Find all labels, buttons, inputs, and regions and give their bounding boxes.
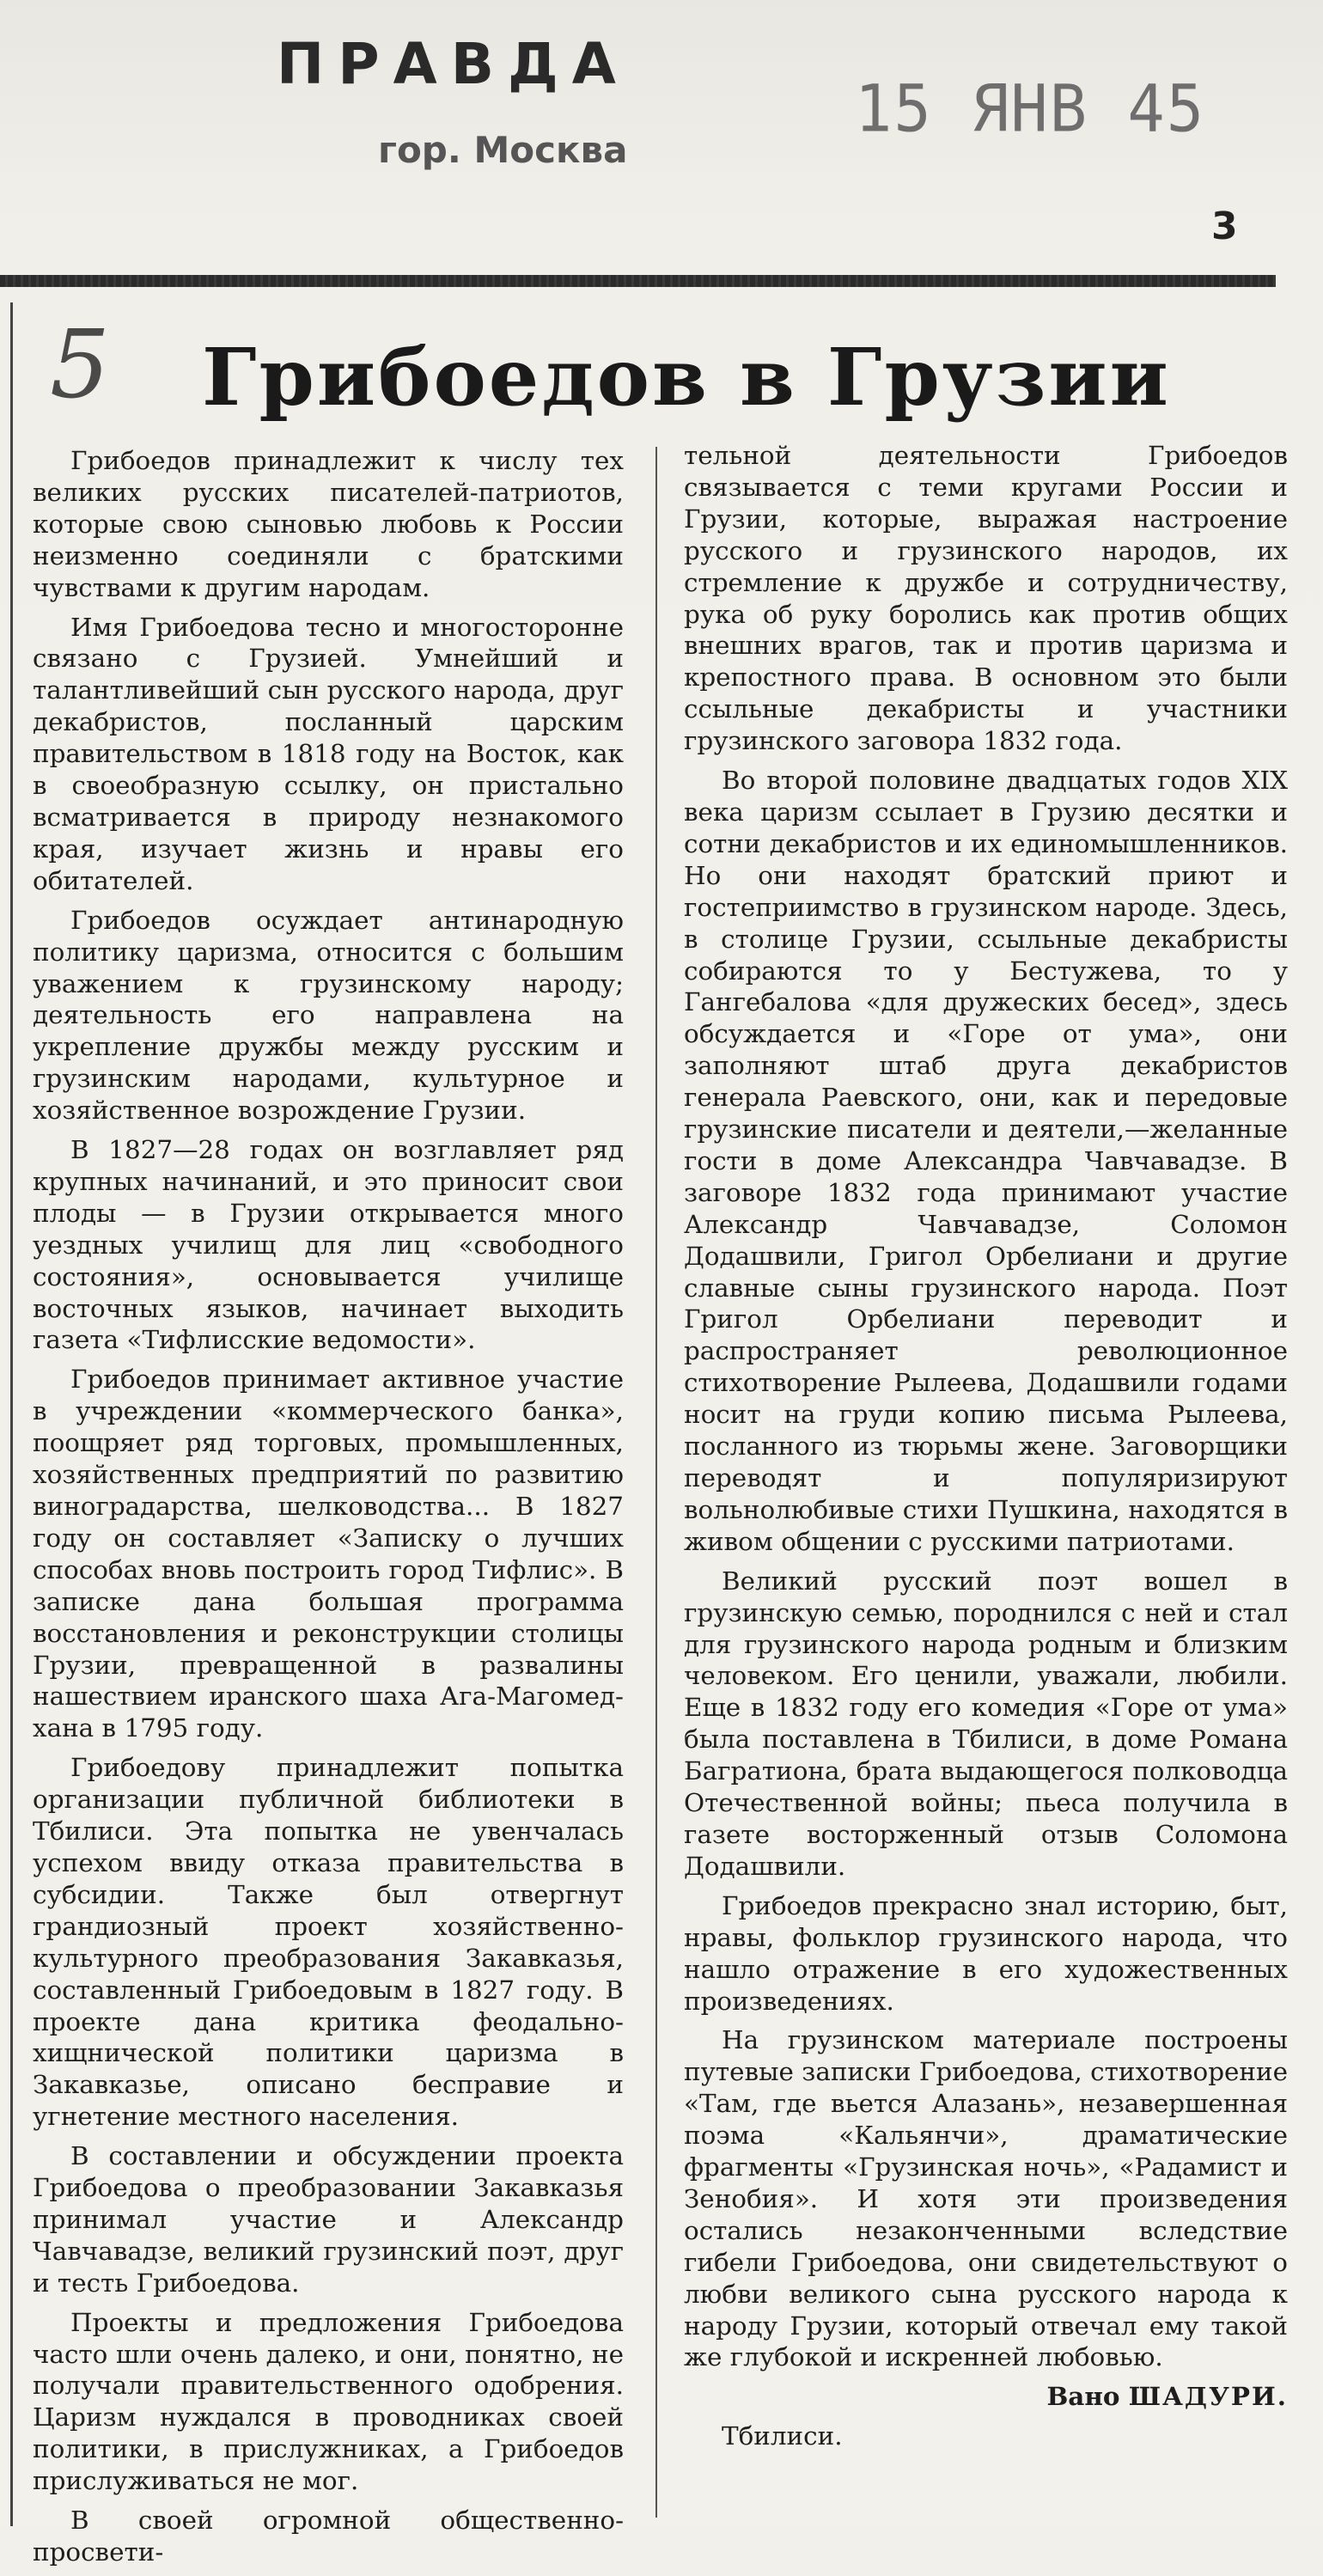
paragraph: Грибоедов прекрасно знал историю, быт, нравы, фольклор грузинского народа, что нашло отражение в его художественных произведениях. — [684, 1890, 1288, 2016]
paragraph: В 1827—28 годах он возглавляет ряд крупных начинаний, и это приносит свои плоды — в Грузии открывается много уездных училищ для лиц «свободного состояния», основывается училище восточных языков, начинает выходить газета «Тифлисские ведомости». — [33, 1135, 624, 1355]
paragraph: Грибоедов принадлежит к числу тех великих русских писателей-патриотов, которые свою сыновью любовь к России неизменно соединяли с братскими чувствами к другим народам. — [33, 446, 624, 602]
archive-date-stamp: 15 ЯНВ 45 — [855, 70, 1206, 147]
page-number: 3 — [1211, 204, 1238, 248]
masthead-name: ПРАВДА — [277, 31, 630, 97]
paragraph: Имя Грибоедова тесно и многосторонне связано с Грузией. Умнейший и талантливейший сын русского народа, друг декабристов, посланный царским правительством в 1818 году на Восток, как в своеобразную ссылку, он пристально всматривается в природу незнакомого края, изучает жизнь и нравы его обитателей. — [33, 612, 624, 895]
paragraph: В составлении и обсуждении проекта Грибоедова о преобразовании Закавказья принимал участие и Александр Чавчавадзе, великий грузинский поэт, друг и тесть Грибоедова. — [33, 2141, 624, 2298]
top-rule — [0, 275, 1276, 287]
paragraph: Грибоедов принимает активное участие в учреждении «коммерческого банка», поощряет ряд торговых, промышленных, хозяйственных предприятий по развитию виноградарства, шелководства... В 1827 году он составляет «Записку о лучших способах вновь построить город Тифлис». В записке дана большая программа восстановления и реконструкции столицы Грузии, превращенной в развалины нашествием иранского шаха Ага-Магомед-хана в 1795 году. — [33, 1364, 624, 1743]
article-headline: Грибоедов в Грузии — [202, 331, 1171, 424]
handwritten-margin-mark: 5 — [50, 309, 110, 419]
paragraph: Грибоедов осуждает антинародную политику царизма, относится с большим уважением к грузинскому народу; деятельность его направлена на укрепление дружбы между русским и грузинским народами, культурное и хозяйственное возрождение Грузии. — [33, 905, 624, 1126]
paragraph: Грибоедову принадлежит попытка организации публичной библиотеки в Тбилиси. Эта попытка не увенчалась успехом ввиду отказа правительства в субсидии. Также был отвергнут грандиозный проект хозяйственно-культурного преобразования Закавказья, составленный Грибоедовым в 1827 году. В проекте дана критика феодально-хищнической политики царизма в Закавказье, описано бесправие и угнетение местного населения. — [33, 1753, 624, 2132]
left-frame-rule — [10, 302, 13, 2526]
author-surname: ШАДУРИ. — [1128, 2381, 1288, 2412]
column-divider — [655, 447, 657, 2518]
article-column-left — [33, 445, 624, 2576]
paragraph: Во второй половине двадцатых годов XIX века царизм ссылает в Грузию десятки и сотни декабристов и их единомышленников. Но они находят братский приют и гостеприимство в грузинском народе. Здесь, в столице Грузии, ссыльные декабристы собираются то у Бестужева, то у Гангебалова «для дружеских бесед», здесь обсуждается и «Горе от ума», они заполняют штаб друга декабристов генерала Раевского, они, как и передовые грузинские писатели и деятели,—желанные гости в доме Александра Чавчавадзе. В заговоре 1832 года принимают участие Александр Чавчавадзе, Соломон Додашвили, Григол Орбелиани и другие славные сыны грузинского народа. Поэт Григол Орбелиани переводит и распространяет революционное стихотворение Рылеева, Додашвили годами носит на груди копию письма Рылеева, посланного из тюрьмы жене. Заговорщики переводят и популяризируют вольнолюбивые стихи Пушкина, находятся в живом общении с русскими патриотами. — [684, 766, 1288, 1556]
author-first-name: Вано — [1046, 2381, 1120, 2412]
paragraph: тельной деятельности Грибоедов связывается с теми кругами России и Грузии, которые, выражая настроение русского и грузинского народов, их стремление к дружбе и сотрудничеству, рука об руку боролись как против общих внешних врагов, так и против царизма и крепостного права. В основном это были ссыльные декабристы и участники грузинского заговора 1832 года. — [684, 441, 1288, 756]
article-column-right — [684, 440, 1288, 2460]
masthead-city: гор. Москва — [378, 129, 628, 171]
dateline-place: Тбилиси. — [722, 2421, 843, 2451]
paragraph: В своей огромной общественно-просвети- — [33, 2506, 624, 2567]
paragraph: Великий русский поэт вошел в грузинскую семью, породнился с ней и стал для грузинского народа родным и близким человеком. Его ценили, уважали, любили. Еще в 1832 году его комедия «Горе от ума» была поставлена в Тбилиси, в доме Романа Багратиона, брата выдающегося полководца Отечественной войны; пьеса получила в газете восторженный отзыв Соломона Додашвили. — [684, 1566, 1288, 1881]
paragraph: Проекты и предложения Грибоедова часто шли очень далеко, и они, понятно, не получали правительственного одобрения. Царизм нуждался в проводниках своей политики, в прислужниках, а Грибоедов прислуживаться не мог. — [33, 2307, 624, 2496]
paragraph: На грузинском материале построены путевые записки Грибоедова, стихотворение «Там, где вьется Алазань», незавершенная поэма «Кальянчи», драматические фрагменты «Грузинская ночь», «Радамист и Зенобия». И хотя эти произведения остались незаконченными вследствие гибели Грибоедова, они свидетельствуют о любви великого сына русского народа к народу Грузии, который отвечал ему такой же глубокой и искренней любовью. — [684, 2025, 1288, 2372]
author-signature — [684, 2381, 1288, 2413]
